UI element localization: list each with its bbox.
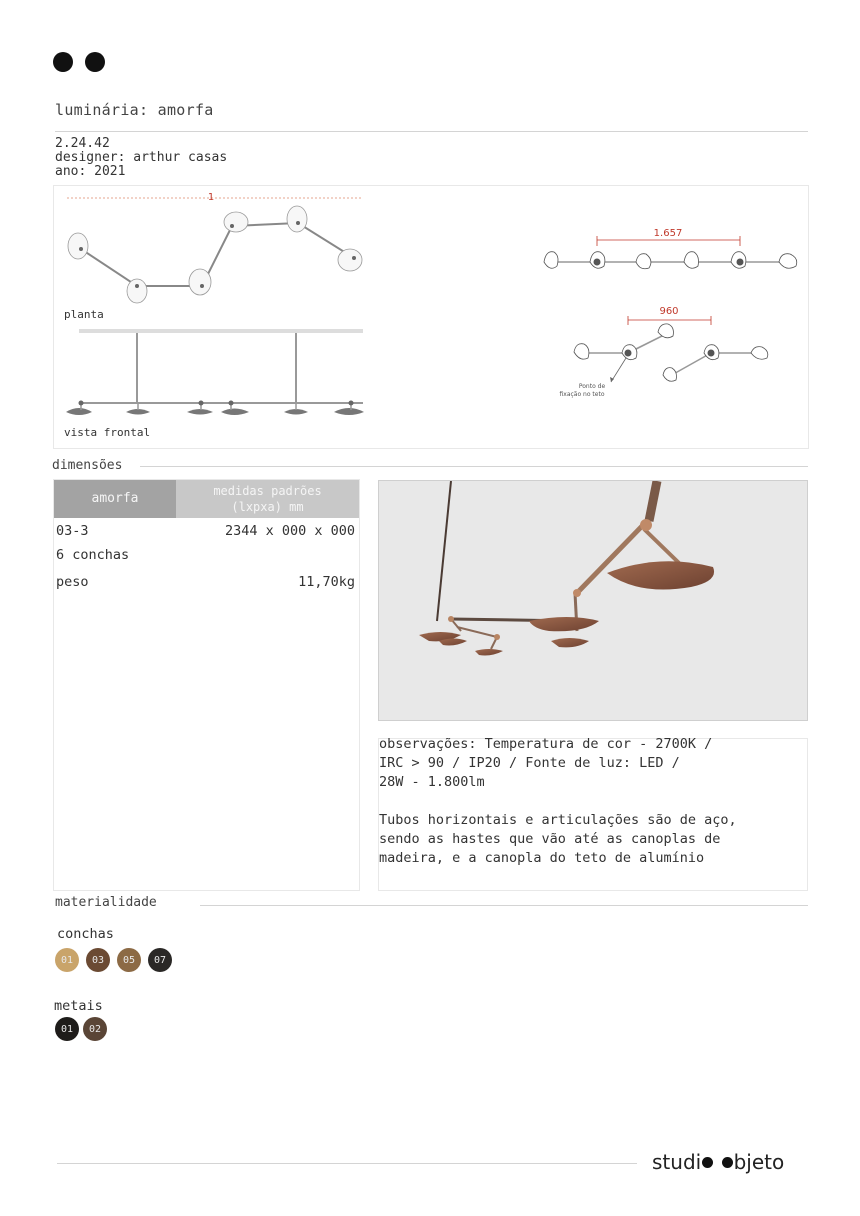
- shell-swatch-05[interactable]: [117, 948, 141, 972]
- shell-swatch-code: 05: [122, 954, 136, 966]
- plan-view-drawing: [81, 223, 354, 286]
- brand-logo-part1: studi: [652, 1150, 702, 1174]
- width-dimension-label: 1.657: [653, 228, 683, 239]
- metal-swatch-02[interactable]: [83, 1017, 107, 1041]
- shell-swatch-code: 03: [91, 954, 105, 966]
- front-view-drawing: [66, 329, 364, 415]
- model-code: 03-3: [56, 523, 89, 539]
- front-view-label: vista frontal: [64, 426, 151, 439]
- footer-divider: [57, 1163, 637, 1164]
- table-header-measures-line1: medidas padrões: [213, 484, 322, 498]
- shells-swatch-row: [55, 948, 172, 972]
- logo-dot-left: [53, 52, 73, 72]
- dimensions-section-label: dimensões: [52, 458, 132, 473]
- plan-view-shells: [68, 206, 362, 303]
- plan-dimension-label: 1: [207, 192, 215, 203]
- table-header-measures: [176, 480, 359, 518]
- product-photo-svg: [379, 481, 809, 722]
- technical-drawings-panel: [53, 185, 809, 449]
- drawings-svg: [54, 186, 810, 450]
- observations-materials: Tubos horizontais e articulações são de aço, sendo as hastes que vão até as canoplas de madeira, e a canopla do teto de alumínio: [379, 812, 737, 866]
- product-code: 2.24.42: [55, 136, 110, 151]
- depth-dimension-label: 960: [659, 306, 679, 317]
- materiality-section-label: materialidade: [55, 895, 167, 910]
- fixation-note-line2: fixação no teto: [559, 391, 605, 398]
- shell-swatch-code: 07: [153, 954, 167, 966]
- weight-label: peso: [56, 574, 89, 590]
- brand-logo: [652, 1150, 784, 1174]
- product-photo: [378, 480, 808, 721]
- designer-line: designer: arthur casas: [55, 150, 228, 165]
- shells-finish-label: conchas: [57, 926, 114, 942]
- table-header-measures-line2: (lxpxa) mm: [231, 500, 304, 514]
- fixation-note-line1: Ponto de: [578, 383, 606, 390]
- metals-finish-label: metais: [54, 998, 103, 1014]
- metal-swatch-01[interactable]: [55, 1017, 79, 1041]
- shell-swatch-01[interactable]: [55, 948, 79, 972]
- metal-swatch-code: 02: [88, 1023, 102, 1035]
- model-measures: 2344 x 000 x 000: [224, 523, 355, 539]
- shell-swatch-07[interactable]: [148, 948, 172, 972]
- brand-logo-part2: bjeto: [733, 1150, 785, 1174]
- shell-swatch-code: 01: [60, 954, 74, 966]
- product-title: luminária: amorfa: [55, 101, 214, 119]
- title-divider: [55, 131, 808, 132]
- materiality-divider: [200, 905, 808, 906]
- dimensions-divider: [140, 466, 808, 467]
- shell-swatch-03[interactable]: [86, 948, 110, 972]
- brand-logo-dot-1: [702, 1157, 713, 1168]
- side-dimension-diagram: [544, 228, 797, 269]
- plan-view-label: planta: [64, 308, 104, 321]
- year-line: ano: 2021: [55, 164, 126, 179]
- table-header-model: amorfa: [54, 480, 176, 518]
- logo-dot-right: [85, 52, 105, 72]
- weight-value: 11,70kg: [298, 574, 355, 590]
- metal-swatch-code: 01: [60, 1023, 74, 1035]
- shells-count: 6 conchas: [56, 547, 130, 563]
- dimensions-panel: [53, 479, 360, 891]
- observations-specs: observações: Temperatura de cor - 2700K / IRC > 90 / IP20 / Fonte de luz: LED / 28W - 1.800lm: [379, 736, 713, 790]
- metals-swatch-row: [55, 1017, 107, 1041]
- top-fixation-diagram: [559, 306, 767, 398]
- brand-logo-dot-2: [722, 1157, 733, 1168]
